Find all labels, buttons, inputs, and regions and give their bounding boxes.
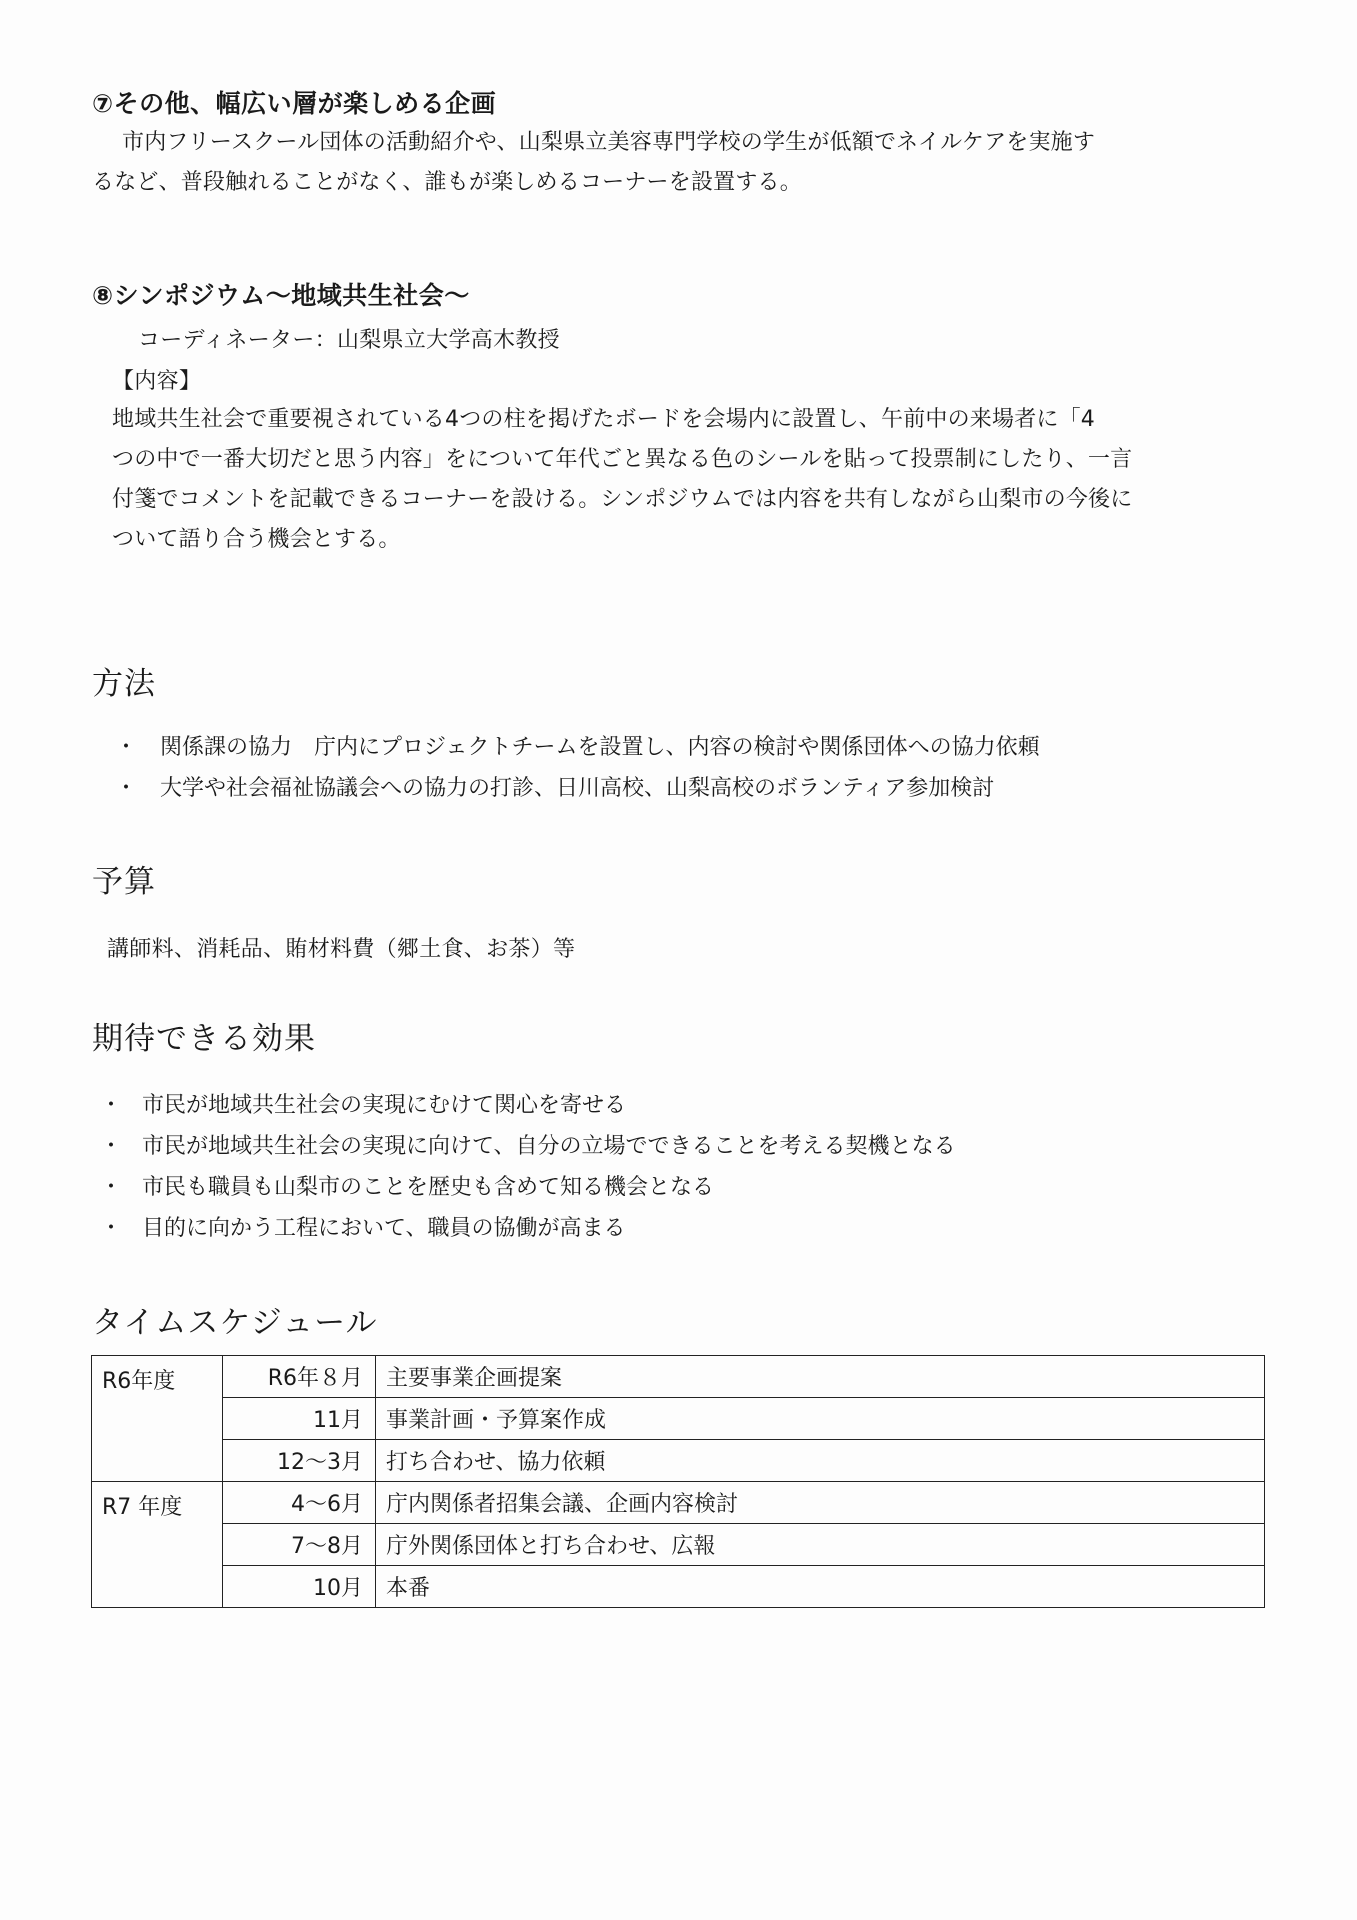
year-cell: R6年度 [92,1356,223,1482]
table-row [92,1482,1265,1524]
table-row [92,1356,1265,1398]
budget-text: 講師料、消耗品、賄材料費（郷土食、お茶）等 [107,937,576,962]
bullet-dot: ・ [100,1175,123,1200]
effects-bullet-text: 市民が地域共生社会の実現に向けて、自分の立場でできることを考える契機となる [142,1134,956,1159]
effects-bullet-text: 市民が地域共生社会の実現にむけて関心を寄せる [142,1093,627,1118]
bullet-dot: ・ [115,776,138,801]
coordinator-text: コーディネーター：山梨県立大学高木教授 [138,328,560,353]
schedule-heading: タイムスケジュール [92,1305,378,1341]
month-cell: 7～8月 [223,1524,376,1566]
task-cell: 庁外関係団体と打ち合わせ、広報 [376,1524,1265,1566]
task-cell: 主要事業企画提案 [376,1356,1265,1398]
task-cell: 事業計画・予算案作成 [376,1398,1265,1440]
table-row [92,1524,1265,1566]
month-cell: 12～3月 [223,1440,376,1482]
task-cell: 庁内関係者招集会議、企画内容検討 [376,1482,1265,1524]
month-cell: 10月 [223,1566,376,1608]
item7-line: 市内フリースクール団体の活動紹介や、山梨県立美容専門学校の学生が低額でネイルケアを実施す [122,130,1096,155]
bullet-dot: ・ [100,1134,123,1159]
item8-line: つの中で一番大切だと思う内容」をについて年代ごと異なる色のシールを貼って投票制にしたり、一言 [112,447,1133,472]
effects-bullet-text: 目的に向かう工程において、職員の協働が高まる [142,1216,626,1241]
effects-heading: 期待できる効果 [92,1021,316,1057]
table-row [92,1398,1265,1440]
effects-bullet-text: 市民も職員も山梨市のことを歴史も含めて知る機会となる [142,1175,715,1200]
item8-line: 地域共生社会で重要視されている4つの柱を掲げたボードを会場内に設置し、午前中の来場者に「4 [112,407,1095,432]
month-cell: 4～6月 [223,1482,376,1524]
item7-line: るなど、普段触れることがなく、誰もが楽しめるコーナーを設置する。 [92,170,802,195]
content-label: 【内容】 [112,369,202,394]
item8-heading: ⑧シンポジウム～地域共生社会～ [92,281,470,310]
budget-heading: 予算 [92,864,156,900]
month-cell: R6年８月 [223,1356,376,1398]
task-cell: 本番 [376,1566,1265,1608]
method-heading: 方法 [92,666,156,702]
bullet-dot: ・ [100,1216,123,1241]
table-row [92,1566,1265,1608]
task-cell: 打ち合わせ、協力依頼 [376,1440,1265,1482]
month-cell: 11月 [223,1398,376,1440]
table-row [92,1440,1265,1482]
bullet-dot: ・ [115,735,138,760]
schedule-table [91,1355,1265,1608]
item7-body [92,123,1095,203]
method-bullet-text: 大学や社会福祉協議会への協力の打診、日川高校、山梨高校のボランティア参加検討 [160,776,995,801]
bullet-dot: ・ [100,1093,123,1118]
method-bullet-text: 関係課の協力 庁内にプロジェクトチームを設置し、内容の検討や関係団体への協力依頼 [160,735,1040,760]
item7-heading: ⑦その他、幅広い層が楽しめる企画 [92,89,497,118]
item8-line: ついて語り合う機会とする。 [112,527,401,552]
year-cell: R7 年度 [92,1482,223,1608]
item8-line: 付箋でコメントを記載できるコーナーを設ける。シンポジウムでは内容を共有しながら山梨市の今後に [112,487,1133,512]
item8-body [112,400,1132,560]
